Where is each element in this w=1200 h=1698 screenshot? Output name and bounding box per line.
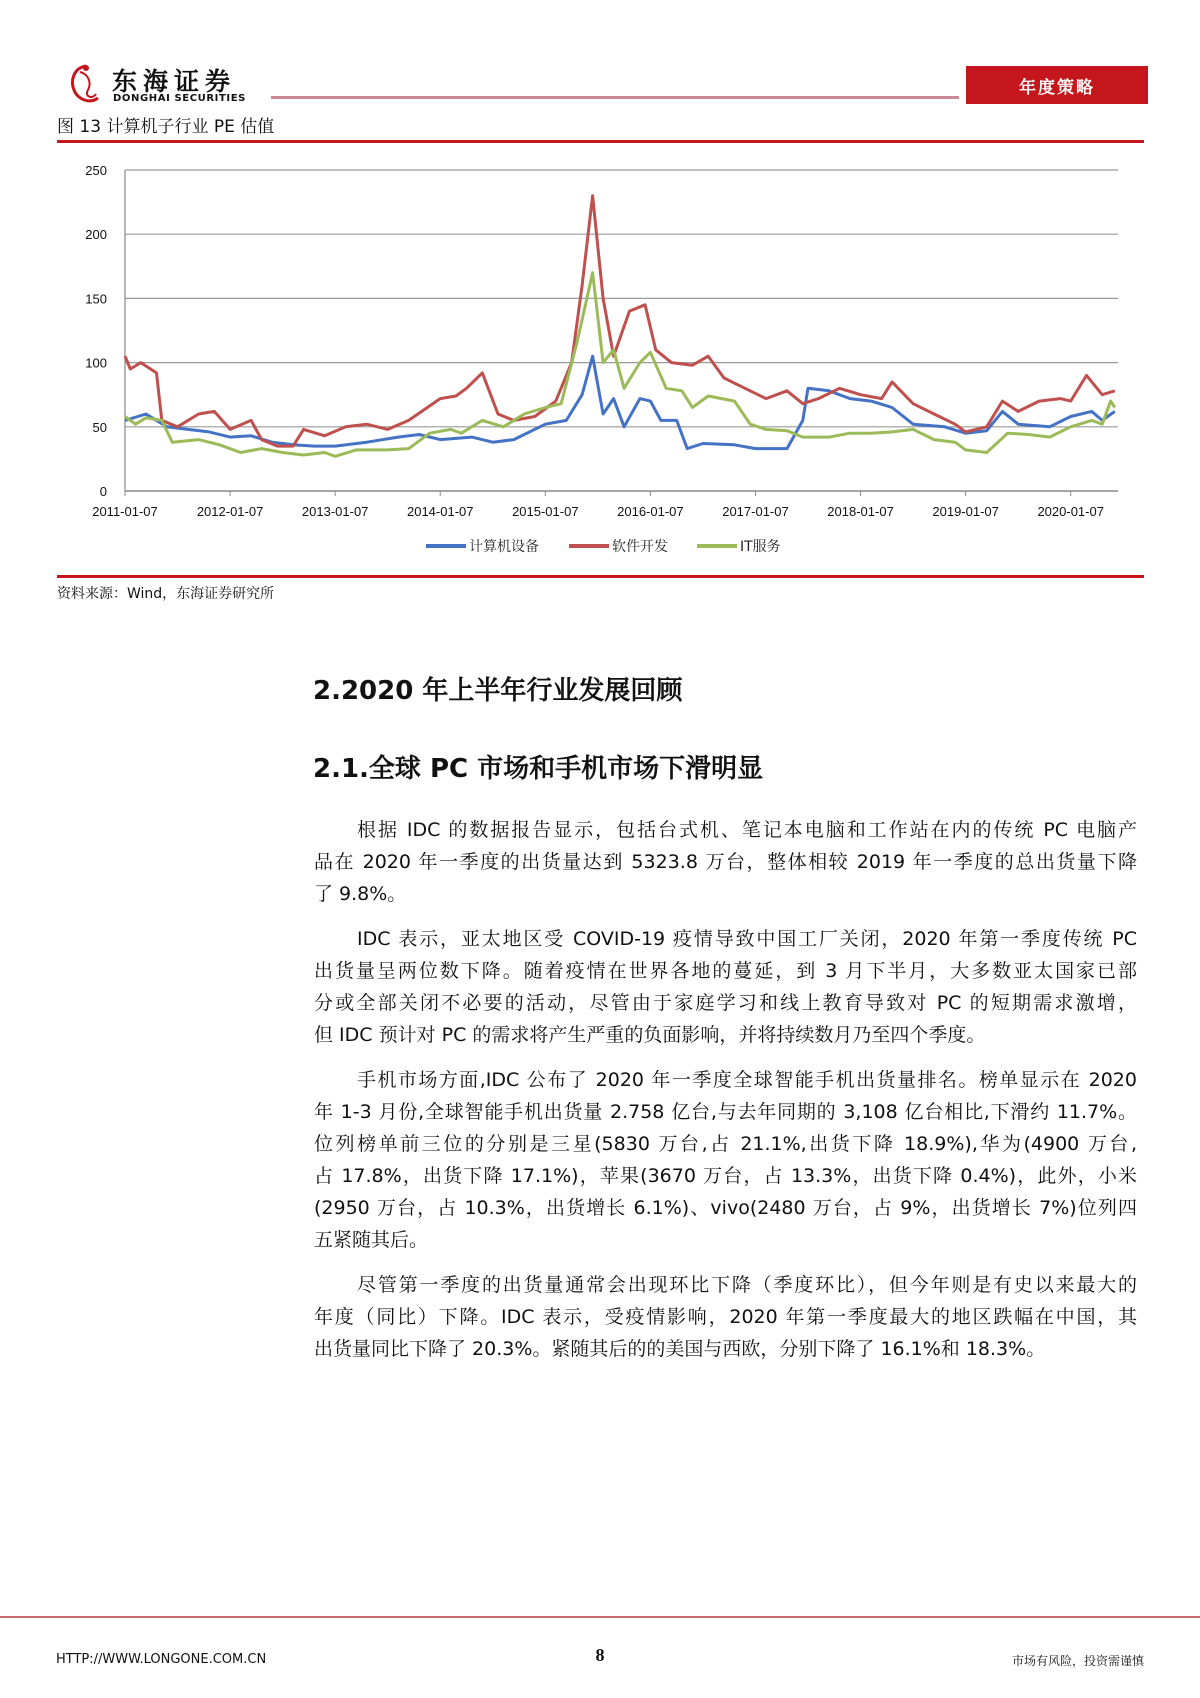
series-line-2 (125, 196, 1115, 446)
y-tick-label: 50 (92, 419, 107, 435)
paragraph-line: IDC 表示，亚太地区受 COVID-19 疫情导致中国工厂关闭，2020 年第一季度传统 PC (357, 928, 1137, 950)
footer-divider (0, 1616, 1200, 1618)
paragraph-line: 年 1-3 月份,全球智能手机出货量 2.758 亿台,与去年同期的 3,108 亿台相比,下滑约 11.7%。 (314, 1101, 1137, 1123)
x-tick-label: 2011-01-07 (92, 504, 158, 519)
report-type-badge: 年度策略 (966, 66, 1148, 104)
subsection-heading: 2.1.全球 PC 市场和手机市场下滑明显 (313, 754, 764, 784)
y-tick-label: 200 (85, 227, 107, 243)
x-tick-label: 2014-01-07 (406, 504, 474, 519)
paragraph (314, 1064, 1137, 1256)
x-tick-label: 2018-01-07 (827, 504, 894, 519)
paragraph (314, 923, 1137, 1051)
x-tick-label: 2013-01-07 (301, 504, 369, 519)
paragraph-line: 但 IDC 预计对 PC 的需求将产生严重的负面影响，并将持续数月乃至四个季度。 (314, 1024, 986, 1046)
risk-disclaimer: 市场有风险，投资需谨慎 (1011, 1654, 1144, 1668)
logo-chinese-name: 东海证券 (112, 67, 237, 96)
page-number: 8 (595, 1645, 605, 1665)
x-tick-label: 2015-01-07 (512, 504, 579, 519)
paragraph-line: 位列榜单前三位的分别是三星(5830 万台,占 21.1%,出货下降 18.9%),华为(4900 万台, (314, 1133, 1137, 1155)
paragraph-line: 品在 2020 年一季度的出货量达到 5323.8 万台，整体相较 2019 年一季度的总出货量下降 (314, 851, 1137, 873)
paragraph-line: 尽管第一季度的出货量通常会出现环比下降（季度环比），但今年则是有史以来最大的 (357, 1274, 1137, 1296)
x-tick-label: 2019-01-07 (932, 504, 999, 519)
figure-bottom-rule (57, 575, 1144, 578)
series-line-3 (125, 273, 1115, 457)
company-logo (66, 62, 266, 108)
x-tick-label: 2016-01-07 (617, 504, 684, 519)
figure-top-rule (57, 140, 1144, 143)
dragon-logo-icon (66, 62, 106, 108)
y-tick-label: 150 (85, 291, 107, 307)
paragraph-line: 占 17.8%，出货下降 17.1%)，苹果(3670 万台，占 13.3%，出货下降 0.4%)，此外，小米 (314, 1165, 1137, 1187)
footer-website-link[interactable]: HTTP://WWW.LONGONE.COM.CN (56, 1652, 267, 1667)
paragraph-line: 了 9.8%。 (314, 883, 407, 905)
legend-label: 计算机设备 (469, 539, 539, 555)
y-tick-label: 0 (99, 484, 107, 499)
paragraph-line: 五紧随其后。 (314, 1229, 429, 1251)
paragraph-line: 出货量呈两位数下降。随着疫情在世界各地的蔓延，到 3 月下半月，大多数亚太国家已部 (314, 960, 1137, 982)
x-tick-label: 2017-01-07 (722, 504, 789, 519)
logo-english-name: DONGHAI SECURITIES (113, 93, 246, 104)
x-tick-label: 2020-01-07 (1037, 504, 1104, 519)
pe-valuation-chart (60, 150, 1150, 570)
header-divider (271, 96, 959, 99)
y-tick-label: 100 (85, 355, 107, 371)
paragraph (314, 814, 1137, 910)
paragraph (314, 1269, 1137, 1365)
paragraph-line: (2950 万台，占 10.3%，出货增长 6.1%)、vivo(2480 万台，占 9%，出货增长 7%)位列四 (314, 1197, 1137, 1219)
figure-title: 图 13 计算机子行业 PE 估值 (57, 117, 275, 137)
section-heading: 2.2020 年上半年行业发展回顾 (313, 676, 683, 706)
paragraph-line: 根据 IDC 的数据报告显示，包括台式机、笔记本电脑和工作站在内的传统 PC 电脑产 (357, 819, 1137, 841)
paragraph-line: 出货量同比下降了 20.3%。紧随其后的的美国与西欧，分别下降了 16.1%和 18.3%。 (314, 1338, 1046, 1360)
figure-source: 资料来源：Wind，东海证券研究所 (57, 586, 275, 602)
paragraph-line: 手机市场方面,IDC 公布了 2020 年一季度全球智能手机出货量排名。榜单显示在 2020 (357, 1069, 1137, 1091)
y-tick-label: 250 (85, 163, 107, 178)
legend-label: IT服务 (740, 539, 781, 555)
x-tick-label: 2012-01-07 (196, 504, 264, 519)
paragraph-line: 分或全部关闭不必要的活动，尽管由于家庭学习和线上教育导致对 PC 的短期需求激增， (314, 992, 1137, 1014)
legend-label: 软件开发 (612, 539, 668, 555)
paragraph-line: 年度（同比）下降。IDC 表示，受疫情影响，2020 年第一季度最大的地区跌幅在中国，其 (314, 1306, 1137, 1328)
body-text (314, 814, 1137, 1378)
